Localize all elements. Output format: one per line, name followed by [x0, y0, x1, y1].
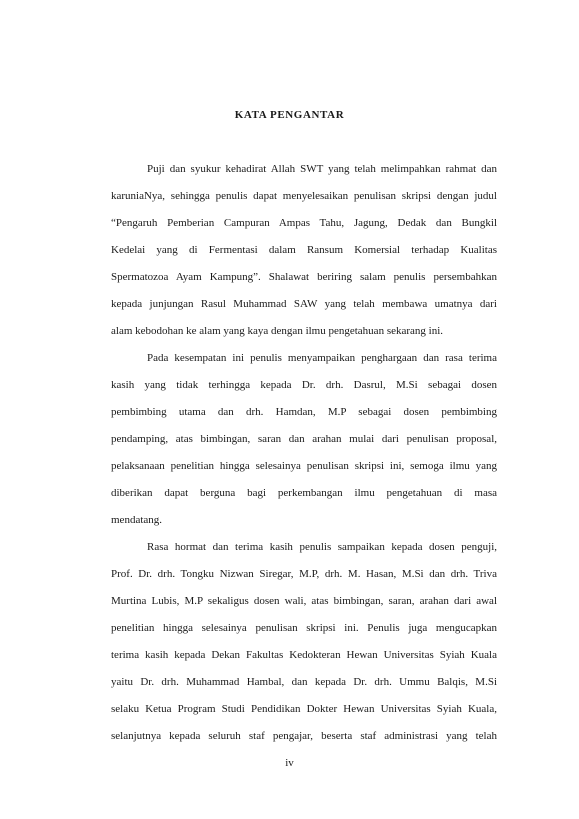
paragraph-1-line-5: Spermatozoa Ayam Kampung”. Shalawat beriring salam penulis persembahkan: [111, 271, 497, 283]
paragraph-2-line-7: mendatang.: [111, 514, 163, 526]
paragraph-1-line-7: alam kebodohan ke alam yang kaya dengan ilmu pengetahuan sekarang ini.: [111, 325, 444, 337]
paragraph-2-line-1: Pada kesempatan ini penulis menyampaikan penghargaan dan rasa terima: [147, 352, 497, 364]
paragraph-1-line-2: karuniaNya, sehingga penulis dapat menyelesaikan penulisan skripsi dengan judul: [111, 190, 497, 202]
paragraph-1-line-6: kepada junjungan Rasul Muhammad SAW yang telah membawa umatnya dari: [111, 298, 497, 310]
paragraph-2-line-4: pendamping, atas bimbingan, saran dan arahan mulai dari penulisan proposal,: [111, 433, 497, 445]
page-title: KATA PENGANTAR: [234, 109, 345, 121]
paragraph-3-line-6: yaitu Dr. drh. Muhammad Hambal, dan kepada Dr. drh. Ummu Balqis, M.Si: [111, 676, 497, 688]
page-number: iv: [285, 757, 294, 769]
paragraph-3-line-8: selanjutnya kepada seluruh staf pengajar, beserta staf administrasi yang telah: [111, 730, 497, 742]
paragraph-2-line-2: kasih yang tidak terhingga kepada Dr. drh. Dasrul, M.Si sebagai dosen: [111, 379, 497, 391]
paragraph-1-line-4: Kedelai yang di Fermentasi dalam Ransum Komersial terhadap Kualitas: [111, 244, 497, 256]
paragraph-1-line-1: Puji dan syukur kehadirat Allah SWT yang telah melimpahkan rahmat dan: [147, 163, 497, 175]
paragraph-3-line-1: Rasa hormat dan terima kasih penulis sampaikan kepada dosen penguji,: [147, 541, 497, 553]
paragraph-3-line-4: penelitian hingga selesainya penulisan skripsi ini. Penulis juga mengucapkan: [111, 622, 497, 634]
paragraph-3-line-3: Murtina Lubis, M.P sekaligus dosen wali, atas bimbingan, saran, arahan dari awal: [111, 595, 497, 607]
paragraph-3-line-7: selaku Ketua Program Studi Pendidikan Dokter Hewan Universitas Syiah Kuala,: [111, 703, 497, 715]
paragraph-2-line-6: diberikan dapat berguna bagi perkembangan ilmu pengetahuan di masa: [111, 487, 497, 499]
paragraph-2-line-3: pembimbing utama dan drh. Hamdan, M.P sebagai dosen pembimbing: [111, 406, 497, 418]
document-body: [111, 161, 497, 755]
paragraph-1-line-3: “Pengaruh Pemberian Campuran Ampas Tahu, Jagung, Dedak dan Bungkil: [111, 217, 497, 229]
paragraph-3-line-5: terima kasih kepada Dekan Fakultas Kedokteran Hewan Universitas Syiah Kuala: [111, 649, 497, 661]
paragraph-3-line-2: Prof. Dr. drh. Tongku Nizwan Siregar, M.P, drh. M. Hasan, M.Si dan drh. Triva: [111, 568, 497, 580]
paragraph-2-line-5: pelaksanaan penelitian hingga selesainya penulisan skripsi ini, semoga ilmu yang: [111, 460, 497, 472]
